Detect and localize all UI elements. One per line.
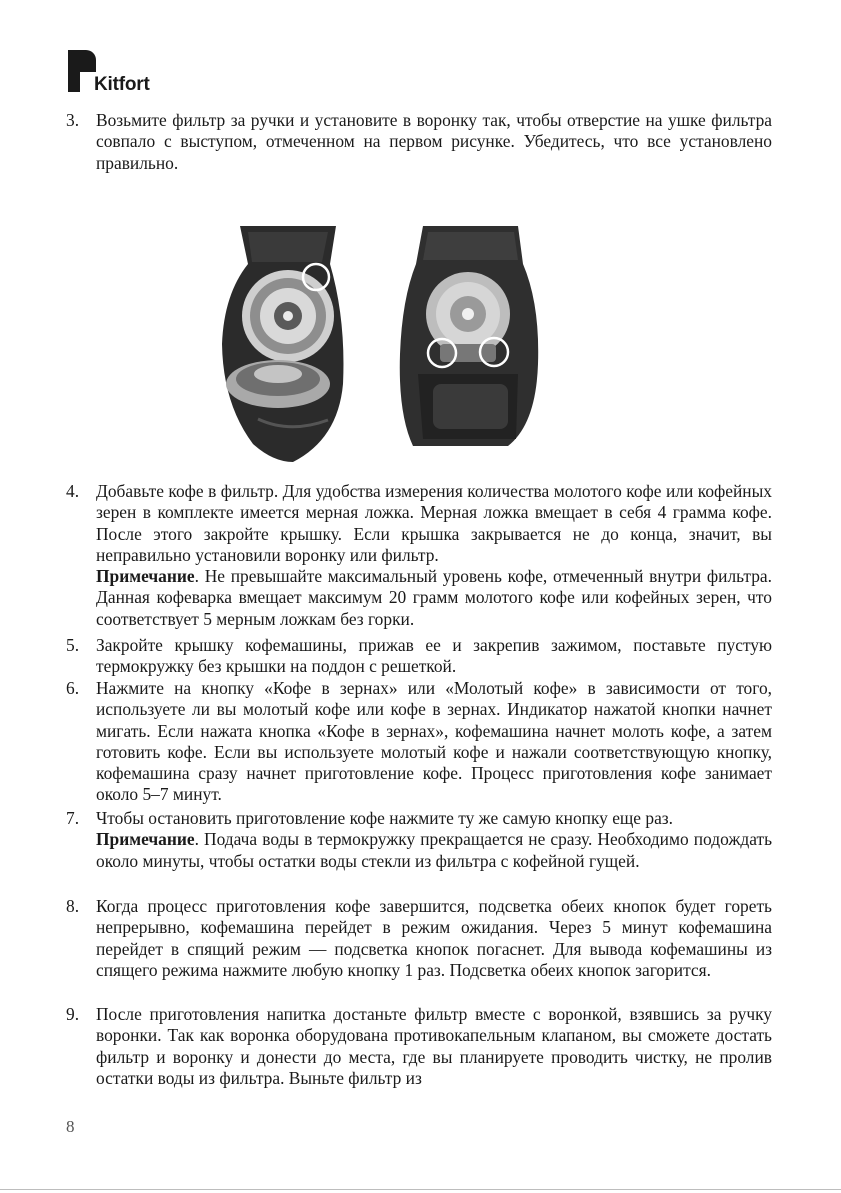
step-note (96, 829, 772, 872)
machine-left-photo (222, 226, 343, 462)
step-text: Возьмите фильтр за ручки и установите в воронку так, чтобы отверстие на ушке фильтра совпало с выступом, отмеченном на первом рисунке. Убедитесь, что все установлено правильно. (96, 110, 772, 173)
step-number: 3. (66, 110, 80, 130)
note-text: . Не превышайте максимальный уровень кофе, отмеченный внутри фильтра. Данная кофеварка вмещает максимум 20 грамм молотого кофе или кофейных зерен, что соответствует 5 мерным ложкам без горки. (96, 566, 772, 629)
step-number: 6. (66, 678, 80, 698)
note-label: Примечание (96, 566, 195, 587)
step-number: 9. (66, 1004, 80, 1024)
step-text: После приготовления напитка достаньте фильтр вместе с воронкой, взявшись за ручку воронки. Так как воронка оборудована противокапельным клапаном, вы сможете достать фильтр и воронку и донести до места, где вы планируете проводить чистку, не пролив остатки воды из фильтра. Выньте фильтр из (96, 1004, 772, 1088)
kitfort-logo-mark-icon (68, 50, 96, 92)
coffee-machine-illustration (218, 224, 548, 464)
step-text: Нажмите на кнопку «Кофе в зернах» или «Молотый кофе» в зависимости от того, используете ли вы молотый кофе или кофе в зернах. Индикатор нажатой кнопки начнет мигать. Если нажата кнопка «Кофе в зернах», кофемашина начнет молоть кофе, а затем готовить кофе. Если вы используете молотый кофе и нажали соответствующую кнопку, кофемашина сразу начнет приготовление кофе. Процесс приготовления кофе занимает около 5–7 минут. (96, 678, 772, 805)
step-number: 8. (66, 896, 80, 916)
bottom-divider (0, 1189, 841, 1190)
machine-right-photo (400, 226, 538, 446)
brand-logo (68, 50, 178, 94)
note-text: . Подача воды в термокружку прекращается не сразу. Необходимо подождать около минуты, чтобы остатки воды стекли из фильтра с кофейной гущей. (96, 829, 772, 871)
step-number: 7. (66, 808, 80, 828)
step-text: Когда процесс приготовления кофе завершится, подсветка обеих кнопок будет гореть непрерывно, кофемашина перейдет в режим ожидания. Через 5 минут кофемашина перейдет в спящий режим — подсветка кнопок погаснет. Для вывода кофемашины из спящего режима нажмите любую кнопку 1 раз. Подсветка обеих кнопок загорится. (96, 896, 772, 980)
step-text: Чтобы остановить приготовление кофе нажмите ту же самую кнопку еще раз. Примечание. Подача воды в термокружку прекращается не сразу. Необходимо подождать около минуты, чтобы остатки воды стекли из фильтра с кофейной гущей. (96, 808, 772, 871)
note-label: Примечание (96, 829, 195, 850)
coffee-machine-figure (218, 224, 548, 464)
step-text: Закройте крышку кофемашины, прижав ее и закрепив зажимом, поставьте пустую термокружку без крышки на поддон с решеткой. (96, 635, 772, 677)
brand-name: Kitfort (94, 74, 150, 95)
step-number: 4. (66, 481, 80, 501)
page-number: 8 (66, 1117, 75, 1136)
step-text: Добавьте кофе в фильтр. Для удобства измерения количества молотого кофе или кофейных зерен в комплекте имеется мерная ложка. Мерная ложка вмещает в себя 4 грамма кофе. После этого закройте крышку. Если крышка закрывается не до конца, значит, вы неправильно установили воронку или фильтр. Примечание. Не превышайте максимальный уровень кофе, отмеченный внутри фильтра. Данная кофеварка вмещает максимум 20 грамм молотого кофе или кофейных зерен, что соответствует 5 мерным ложкам без горки. (96, 481, 772, 629)
step-number: 5. (66, 635, 80, 655)
step-note (96, 566, 772, 630)
